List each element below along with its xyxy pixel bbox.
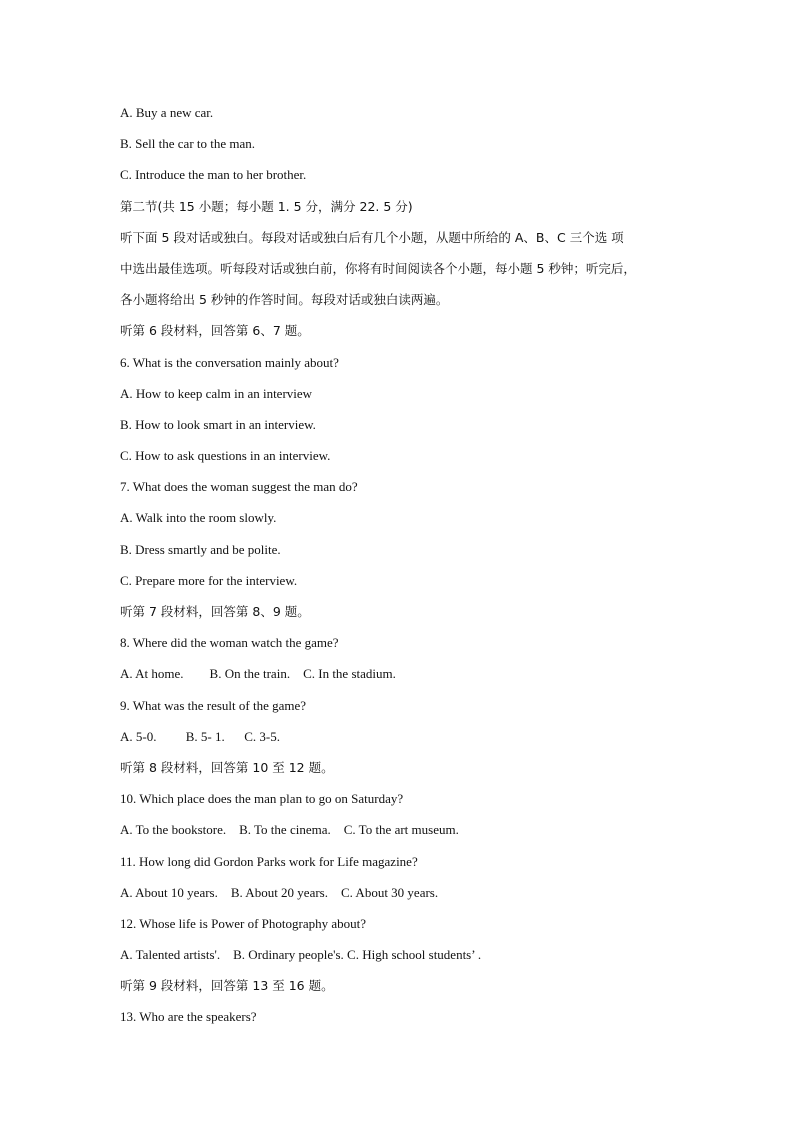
option-line: C. Prepare more for the interview. <box>120 572 298 588</box>
instructions-line: 听下面 5 段对话或独白。每段对话或独白后有几个小题，从题中所给的 A、B、C 三个选 项 <box>120 229 624 245</box>
question-line: 13. Who are the speakers? <box>120 1009 257 1025</box>
material-heading: 听第 8 段材料，回答第 10 至 12 题。 <box>120 759 334 775</box>
question-line: 7. What does the woman suggest the man do? <box>120 479 358 495</box>
material-heading: 听第 6 段材料，回答第 6、7 题。 <box>120 323 310 339</box>
section-heading: 第二节(共 15 小题；每小题 1. 5 分，满分 22. 5 分) <box>120 198 413 214</box>
material-heading: 听第 7 段材料，回答第 8、9 题。 <box>120 604 310 619</box>
document-page <box>120 103 680 1039</box>
question-line: 6. What is the conversation mainly about? <box>120 354 339 370</box>
question-line: 11. How long did Gordon Parks work for Life magazine? <box>120 853 418 869</box>
option-line: C. How to ask questions in an interview. <box>120 448 331 464</box>
question-line: 12. Whose life is Power of Photography about? <box>120 915 366 931</box>
options-row: A. Talented artists'. B. Ordinary people's. C. High school students’ . <box>120 947 482 963</box>
option-line: B. Sell the car to the man. <box>120 136 256 152</box>
options-row: A. To the bookstore. B. To the cinema. C. To the art museum. <box>120 822 459 838</box>
question-line: 8. Where did the woman watch the game? <box>120 635 339 651</box>
instructions-line: 各小题将给出 5 秒钟的作答时间。每段对话或独白读两遍。 <box>120 292 449 308</box>
options-row: A. 5-0. B. 5- 1. C. 3-5. <box>120 728 280 744</box>
option-line: C. Introduce the man to her brother. <box>120 167 307 183</box>
option-line: A. How to keep calm in an interview <box>120 385 313 401</box>
option-line: B. Dress smartly and be polite. <box>120 541 281 557</box>
option-line: A. Buy a new car. <box>120 105 214 120</box>
option-line: B. How to look smart in an interview. <box>120 416 316 432</box>
options-row: A. About 10 years. B. About 20 years. C. About 30 years. <box>120 884 439 900</box>
question-line: 10. Which place does the man plan to go on Saturday? <box>120 791 404 807</box>
option-line: A. Walk into the room slowly. <box>120 510 277 526</box>
instructions-line: 中选出最佳选项。听每段对话或独白前，你将有时间阅读各个小题，每小题 5 秒钟；听完后， <box>120 260 636 276</box>
options-row: A. At home. B. On the train. C. In the stadium. <box>120 666 396 682</box>
material-heading: 听第 9 段材料，回答第 13 至 16 题。 <box>120 978 334 994</box>
question-line: 9. What was the result of the game? <box>120 697 307 713</box>
